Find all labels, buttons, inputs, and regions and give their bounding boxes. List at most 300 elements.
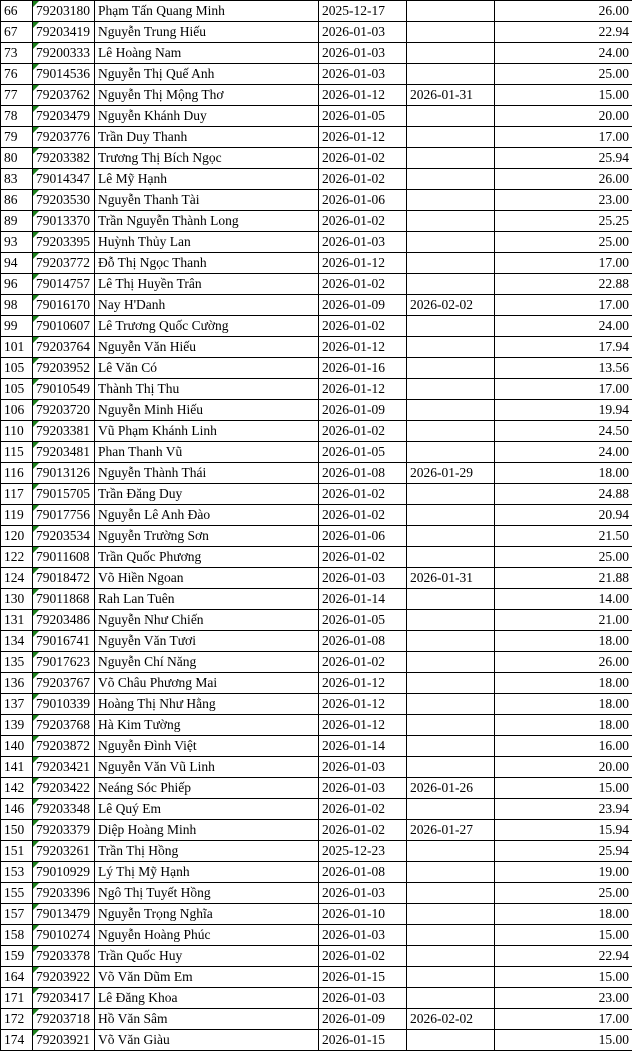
- table-row: [1, 295, 632, 316]
- start-date-cell: 2026-01-09: [319, 295, 407, 316]
- end-date-cell: [407, 106, 495, 127]
- student-code-cell: [33, 463, 95, 484]
- table-row: [1, 106, 632, 127]
- student-code-text: 79203382: [36, 150, 90, 165]
- error-indicator-icon: [33, 190, 39, 196]
- student-code-cell: [33, 505, 95, 526]
- score-cell: 19.94: [495, 400, 632, 421]
- row-number-cell: 141: [1, 757, 33, 778]
- student-name-cell: Lê Thị Huyền Trân: [95, 274, 319, 295]
- error-indicator-icon: [33, 379, 39, 385]
- end-date-cell: [407, 358, 495, 379]
- error-indicator-icon: [33, 925, 39, 931]
- score-cell: 15.94: [495, 820, 632, 841]
- error-indicator-icon: [33, 22, 39, 28]
- table-row: [1, 526, 632, 547]
- error-indicator-icon: [33, 904, 39, 910]
- student-code-text: 79010549: [36, 381, 90, 396]
- row-number-cell: 171: [1, 988, 33, 1009]
- table-row: [1, 505, 632, 526]
- end-date-cell: [407, 862, 495, 883]
- student-code-cell: [33, 841, 95, 862]
- student-code-cell: [33, 799, 95, 820]
- row-number-cell: 159: [1, 946, 33, 967]
- error-indicator-icon: [33, 967, 39, 973]
- score-cell: 18.00: [495, 694, 632, 715]
- student-code-text: 79200333: [36, 45, 90, 60]
- student-code-text: 79018472: [36, 570, 90, 585]
- student-name-cell: Trương Thị Bích Ngọc: [95, 148, 319, 169]
- error-indicator-icon: [33, 211, 39, 217]
- score-cell: 20.94: [495, 505, 632, 526]
- student-name-cell: Nguyễn Thành Thái: [95, 463, 319, 484]
- start-date-cell: 2026-01-02: [319, 211, 407, 232]
- student-code-cell: [33, 967, 95, 988]
- row-number-cell: 80: [1, 148, 33, 169]
- student-code-text: 79203381: [36, 423, 90, 438]
- table-row: [1, 631, 632, 652]
- start-date-cell: 2026-01-12: [319, 127, 407, 148]
- end-date-cell: [407, 337, 495, 358]
- row-number-cell: 105: [1, 358, 33, 379]
- table-row: [1, 169, 632, 190]
- student-code-text: 79203261: [36, 843, 90, 858]
- error-indicator-icon: [33, 85, 39, 91]
- score-cell: 25.00: [495, 232, 632, 253]
- table-row: [1, 463, 632, 484]
- end-date-cell: [407, 127, 495, 148]
- start-date-cell: 2026-01-12: [319, 337, 407, 358]
- student-code-cell: [33, 589, 95, 610]
- error-indicator-icon: [33, 526, 39, 532]
- row-number-cell: 110: [1, 421, 33, 442]
- student-code-cell: [33, 736, 95, 757]
- row-number-cell: 130: [1, 589, 33, 610]
- end-date-cell: [407, 925, 495, 946]
- student-code-text: 79203419: [36, 24, 90, 39]
- start-date-cell: 2026-01-12: [319, 85, 407, 106]
- table-row: [1, 589, 632, 610]
- error-indicator-icon: [33, 274, 39, 280]
- end-date-cell: [407, 169, 495, 190]
- row-number-cell: 67: [1, 22, 33, 43]
- table-row: [1, 967, 632, 988]
- score-cell: 24.00: [495, 43, 632, 64]
- student-name-cell: Trần Thị Hồng: [95, 841, 319, 862]
- student-code-cell: [33, 568, 95, 589]
- student-code-text: 79203180: [36, 3, 90, 18]
- row-number-cell: 83: [1, 169, 33, 190]
- student-name-cell: Hoàng Thị Như Hằng: [95, 694, 319, 715]
- row-number-cell: 151: [1, 841, 33, 862]
- table-row: [1, 820, 632, 841]
- error-indicator-icon: [33, 316, 39, 322]
- student-code-cell: [33, 316, 95, 337]
- student-code-cell: [33, 43, 95, 64]
- start-date-cell: 2026-01-02: [319, 946, 407, 967]
- student-name-cell: Phan Thanh Vũ: [95, 442, 319, 463]
- row-number-cell: 174: [1, 1030, 33, 1051]
- start-date-cell: 2026-01-03: [319, 232, 407, 253]
- error-indicator-icon: [33, 442, 39, 448]
- table-row: [1, 799, 632, 820]
- error-indicator-icon: [33, 547, 39, 553]
- end-date-cell: [407, 400, 495, 421]
- end-date-cell: 2026-01-31: [407, 568, 495, 589]
- error-indicator-icon: [33, 568, 39, 574]
- student-code-text: 79013479: [36, 906, 90, 921]
- student-code-text: 79203922: [36, 969, 90, 984]
- start-date-cell: 2026-01-02: [319, 148, 407, 169]
- student-name-cell: Trần Duy Thanh: [95, 127, 319, 148]
- student-code-text: 79203378: [36, 948, 90, 963]
- score-cell: 13.56: [495, 358, 632, 379]
- student-name-cell: Trần Quốc Phương: [95, 547, 319, 568]
- error-indicator-icon: [33, 652, 39, 658]
- table-row: [1, 85, 632, 106]
- row-number-cell: 79: [1, 127, 33, 148]
- table-row: [1, 421, 632, 442]
- row-number-cell: 172: [1, 1009, 33, 1030]
- end-date-cell: [407, 652, 495, 673]
- table-row: [1, 757, 632, 778]
- row-number-cell: 134: [1, 631, 33, 652]
- score-cell: 24.50: [495, 421, 632, 442]
- table-row: [1, 232, 632, 253]
- row-number-cell: 99: [1, 316, 33, 337]
- row-number-cell: 153: [1, 862, 33, 883]
- row-number-cell: 98: [1, 295, 33, 316]
- student-code-text: 79013126: [36, 465, 90, 480]
- start-date-cell: 2026-01-05: [319, 106, 407, 127]
- end-date-cell: [407, 316, 495, 337]
- start-date-cell: 2026-01-12: [319, 379, 407, 400]
- score-cell: 23.00: [495, 988, 632, 1009]
- row-number-cell: 124: [1, 568, 33, 589]
- error-indicator-icon: [33, 148, 39, 154]
- start-date-cell: 2026-01-03: [319, 22, 407, 43]
- end-date-cell: [407, 211, 495, 232]
- student-code-cell: [33, 106, 95, 127]
- end-date-cell: [407, 484, 495, 505]
- start-date-cell: 2026-01-16: [319, 358, 407, 379]
- student-code-cell: [33, 295, 95, 316]
- student-name-cell: Trần Nguyễn Thành Long: [95, 211, 319, 232]
- table-row: [1, 64, 632, 85]
- student-code-text: 79203396: [36, 885, 90, 900]
- score-cell: 18.00: [495, 715, 632, 736]
- table-row: [1, 673, 632, 694]
- student-name-cell: Lê Mỹ Hạnh: [95, 169, 319, 190]
- error-indicator-icon: [33, 169, 39, 175]
- student-code-text: 79203348: [36, 801, 90, 816]
- end-date-cell: [407, 757, 495, 778]
- end-date-cell: [407, 22, 495, 43]
- error-indicator-icon: [33, 883, 39, 889]
- student-code-text: 79203872: [36, 738, 90, 753]
- end-date-cell: [407, 715, 495, 736]
- table-row: [1, 946, 632, 967]
- start-date-cell: 2026-01-05: [319, 442, 407, 463]
- student-code-cell: [33, 757, 95, 778]
- end-date-cell: [407, 904, 495, 925]
- score-cell: 24.88: [495, 484, 632, 505]
- student-code-text: 79203768: [36, 717, 90, 732]
- start-date-cell: 2026-01-08: [319, 463, 407, 484]
- student-name-cell: Ngô Thị Tuyết Hồng: [95, 883, 319, 904]
- student-code-cell: [33, 988, 95, 1009]
- table-row: [1, 337, 632, 358]
- end-date-cell: [407, 64, 495, 85]
- row-number-cell: 86: [1, 190, 33, 211]
- table-row: [1, 274, 632, 295]
- student-code-cell: [33, 946, 95, 967]
- row-number-cell: 119: [1, 505, 33, 526]
- table-row: [1, 862, 632, 883]
- student-code-cell: [33, 421, 95, 442]
- row-number-cell: 155: [1, 883, 33, 904]
- end-date-cell: [407, 190, 495, 211]
- score-cell: 21.88: [495, 568, 632, 589]
- student-code-cell: [33, 1, 95, 22]
- student-code-cell: [33, 778, 95, 799]
- student-code-text: 79203952: [36, 360, 90, 375]
- row-number-cell: 120: [1, 526, 33, 547]
- score-cell: 15.00: [495, 778, 632, 799]
- score-cell: 23.00: [495, 190, 632, 211]
- row-number-cell: 105: [1, 379, 33, 400]
- score-cell: 17.00: [495, 379, 632, 400]
- end-date-cell: [407, 967, 495, 988]
- student-code-cell: [33, 232, 95, 253]
- end-date-cell: [407, 253, 495, 274]
- row-number-cell: 139: [1, 715, 33, 736]
- error-indicator-icon: [33, 505, 39, 511]
- student-code-text: 79203720: [36, 402, 90, 417]
- row-number-cell: 146: [1, 799, 33, 820]
- score-cell: 26.00: [495, 1, 632, 22]
- score-cell: 20.00: [495, 757, 632, 778]
- student-code-cell: [33, 169, 95, 190]
- end-date-cell: 2026-02-02: [407, 1009, 495, 1030]
- end-date-cell: 2026-01-29: [407, 463, 495, 484]
- student-code-cell: [33, 820, 95, 841]
- row-number-cell: 78: [1, 106, 33, 127]
- student-code-cell: [33, 22, 95, 43]
- start-date-cell: 2026-01-12: [319, 694, 407, 715]
- student-name-cell: Nguyễn Khánh Duy: [95, 106, 319, 127]
- student-code-cell: [33, 400, 95, 421]
- score-cell: 17.00: [495, 1009, 632, 1030]
- student-name-cell: Huỳnh Thủy Lan: [95, 232, 319, 253]
- error-indicator-icon: [33, 694, 39, 700]
- student-name-cell: Lê Trương Quốc Cường: [95, 316, 319, 337]
- end-date-cell: [407, 526, 495, 547]
- row-number-cell: 106: [1, 400, 33, 421]
- student-name-cell: Lê Quý Em: [95, 799, 319, 820]
- student-code-cell: [33, 862, 95, 883]
- end-date-cell: [407, 1030, 495, 1051]
- score-cell: 20.00: [495, 106, 632, 127]
- student-name-cell: Nguyễn Minh Hiếu: [95, 400, 319, 421]
- table-row: [1, 211, 632, 232]
- row-number-cell: 122: [1, 547, 33, 568]
- student-name-cell: Neáng Sóc Phiếp: [95, 778, 319, 799]
- table-row: [1, 904, 632, 925]
- score-cell: 26.00: [495, 652, 632, 673]
- error-indicator-icon: [33, 421, 39, 427]
- student-code-text: 79203764: [36, 339, 90, 354]
- row-number-cell: 131: [1, 610, 33, 631]
- student-code-cell: [33, 358, 95, 379]
- student-name-cell: Nguyễn Văn Tươi: [95, 631, 319, 652]
- student-code-cell: [33, 211, 95, 232]
- student-code-text: 79016741: [36, 633, 90, 648]
- start-date-cell: 2026-01-08: [319, 862, 407, 883]
- table-row: [1, 190, 632, 211]
- student-code-text: 79203379: [36, 822, 90, 837]
- student-code-cell: [33, 652, 95, 673]
- error-indicator-icon: [33, 610, 39, 616]
- student-name-cell: Nguyễn Văn Vũ Linh: [95, 757, 319, 778]
- row-number-cell: 115: [1, 442, 33, 463]
- error-indicator-icon: [33, 400, 39, 406]
- student-name-cell: Võ Văn Dũm Em: [95, 967, 319, 988]
- table-row: [1, 358, 632, 379]
- error-indicator-icon: [33, 862, 39, 868]
- score-cell: 24.00: [495, 316, 632, 337]
- start-date-cell: 2026-01-02: [319, 421, 407, 442]
- table-row: [1, 988, 632, 1009]
- start-date-cell: 2026-01-09: [319, 400, 407, 421]
- score-cell: 25.00: [495, 547, 632, 568]
- table-body: [1, 1, 632, 1051]
- score-cell: 21.50: [495, 526, 632, 547]
- student-name-cell: Trần Quốc Huy: [95, 946, 319, 967]
- end-date-cell: [407, 505, 495, 526]
- end-date-cell: 2026-02-02: [407, 295, 495, 316]
- student-name-cell: Nguyễn Lê Anh Đào: [95, 505, 319, 526]
- start-date-cell: 2026-01-15: [319, 1030, 407, 1051]
- student-name-cell: Trần Đăng Duy: [95, 484, 319, 505]
- start-date-cell: 2026-01-05: [319, 610, 407, 631]
- table-row: [1, 694, 632, 715]
- start-date-cell: 2026-01-02: [319, 484, 407, 505]
- student-code-text: 79203718: [36, 1011, 90, 1026]
- student-code-text: 79010607: [36, 318, 90, 333]
- student-name-cell: Nguyễn Đình Việt: [95, 736, 319, 757]
- start-date-cell: 2026-01-02: [319, 820, 407, 841]
- score-cell: 15.00: [495, 85, 632, 106]
- student-code-text: 79014536: [36, 66, 90, 81]
- table-row: [1, 127, 632, 148]
- end-date-cell: [407, 610, 495, 631]
- student-name-cell: Nguyễn Trường Sơn: [95, 526, 319, 547]
- student-name-cell: Nguyễn Văn Hiếu: [95, 337, 319, 358]
- row-number-cell: 93: [1, 232, 33, 253]
- student-code-cell: [33, 85, 95, 106]
- row-number-cell: 76: [1, 64, 33, 85]
- student-name-cell: Nguyễn Thị Mộng Thơ: [95, 85, 319, 106]
- student-code-cell: [33, 253, 95, 274]
- student-name-cell: Nguyễn Thanh Tài: [95, 190, 319, 211]
- row-number-cell: 96: [1, 274, 33, 295]
- student-code-cell: [33, 127, 95, 148]
- student-code-text: 79203479: [36, 108, 90, 123]
- start-date-cell: 2026-01-02: [319, 169, 407, 190]
- start-date-cell: 2026-01-15: [319, 967, 407, 988]
- error-indicator-icon: [33, 358, 39, 364]
- student-code-text: 79203481: [36, 444, 90, 459]
- student-code-cell: [33, 274, 95, 295]
- table-row: [1, 715, 632, 736]
- score-cell: 22.94: [495, 22, 632, 43]
- student-code-text: 79203921: [36, 1032, 90, 1047]
- error-indicator-icon: [33, 43, 39, 49]
- student-code-text: 79017756: [36, 507, 90, 522]
- row-number-cell: 137: [1, 694, 33, 715]
- row-number-cell: 150: [1, 820, 33, 841]
- error-indicator-icon: [33, 799, 39, 805]
- start-date-cell: 2026-01-02: [319, 505, 407, 526]
- student-name-cell: Đỗ Thị Ngọc Thanh: [95, 253, 319, 274]
- start-date-cell: 2026-01-03: [319, 778, 407, 799]
- table-row: [1, 148, 632, 169]
- score-cell: 25.94: [495, 148, 632, 169]
- student-name-cell: Nguyễn Trọng Nghĩa: [95, 904, 319, 925]
- student-name-cell: Lê Văn Có: [95, 358, 319, 379]
- student-code-cell: [33, 442, 95, 463]
- start-date-cell: 2026-01-03: [319, 988, 407, 1009]
- student-name-cell: Hồ Văn Sâm: [95, 1009, 319, 1030]
- student-code-text: 79016170: [36, 297, 90, 312]
- student-code-text: 79015705: [36, 486, 90, 501]
- start-date-cell: 2026-01-14: [319, 589, 407, 610]
- student-code-cell: [33, 484, 95, 505]
- student-code-text: 79017623: [36, 654, 90, 669]
- error-indicator-icon: [33, 1, 39, 7]
- score-cell: 18.00: [495, 904, 632, 925]
- error-indicator-icon: [33, 841, 39, 847]
- student-code-text: 79011608: [36, 549, 90, 564]
- table-row: [1, 610, 632, 631]
- student-name-cell: Võ Châu Phương Mai: [95, 673, 319, 694]
- score-cell: 19.00: [495, 862, 632, 883]
- error-indicator-icon: [33, 295, 39, 301]
- student-code-text: 79011868: [36, 591, 90, 606]
- table-row: [1, 736, 632, 757]
- end-date-cell: [407, 799, 495, 820]
- end-date-cell: [407, 547, 495, 568]
- start-date-cell: 2026-01-12: [319, 673, 407, 694]
- end-date-cell: [407, 883, 495, 904]
- start-date-cell: 2026-01-03: [319, 43, 407, 64]
- score-cell: 25.00: [495, 64, 632, 85]
- student-code-text: 79203486: [36, 612, 90, 627]
- start-date-cell: 2026-01-02: [319, 652, 407, 673]
- student-code-text: 79203534: [36, 528, 90, 543]
- error-indicator-icon: [33, 736, 39, 742]
- row-number-cell: 157: [1, 904, 33, 925]
- end-date-cell: [407, 379, 495, 400]
- table-row: [1, 1009, 632, 1030]
- student-code-cell: [33, 610, 95, 631]
- student-code-cell: [33, 631, 95, 652]
- score-cell: 25.25: [495, 211, 632, 232]
- student-name-cell: Nguyễn Chí Năng: [95, 652, 319, 673]
- end-date-cell: [407, 1, 495, 22]
- end-date-cell: [407, 274, 495, 295]
